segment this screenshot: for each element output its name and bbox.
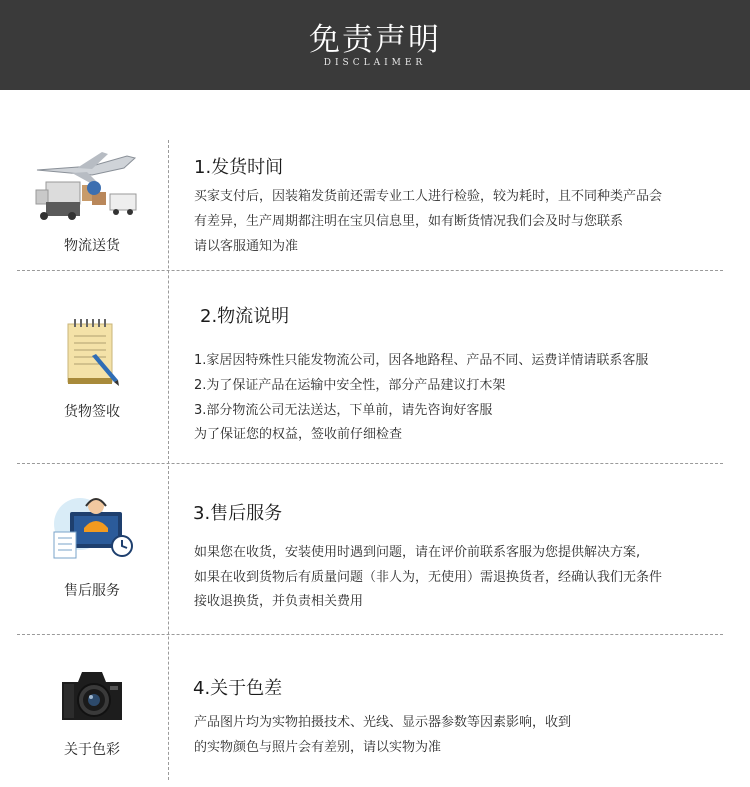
section-label: 售后服务 <box>64 583 120 599</box>
page-subtitle: DISCLAIMER <box>323 58 427 68</box>
section-label: 货物签收 <box>64 404 120 420</box>
section-text-line: 1.家居因特殊性只能发物流公司，因各地路程、产品不同、运费详情请联系客服 <box>194 353 649 368</box>
section-text-line: 为了保证您的权益，签收前仔细检查 <box>194 427 403 442</box>
section-text-line: 接收退换货，并负责相关费用 <box>194 594 364 609</box>
section-text-line: 3.部分物流公司无法送达，下单前，请先咨询好客服 <box>194 403 493 418</box>
section-divider <box>17 634 723 635</box>
section-text-line: 如果您在收货，安装使用时遇到问题，请在评价前联系客服为您提供解决方案, <box>194 545 641 560</box>
section-title: 2.物流说明 <box>200 306 290 327</box>
section-text-line: 的实物颜色与照片会有差别，请以实物为准 <box>194 740 442 755</box>
section-divider <box>17 463 723 464</box>
customer-service-icon <box>50 492 136 562</box>
section-label: 关于色彩 <box>64 742 120 758</box>
notepad-pencil-icon <box>64 316 120 388</box>
section-text-line: 产品图片均为实物拍摄技术、光线、显示器参数等因素影响，收到 <box>194 715 572 730</box>
section-text-line: 2.为了保证产品在运输中安全性，部分产品建议打木架 <box>194 378 506 393</box>
page-title: 免责声明 <box>309 22 441 58</box>
section-title: 1.发货时间 <box>194 157 284 178</box>
section-divider <box>17 270 723 271</box>
section-title: 4.关于色差 <box>193 678 283 699</box>
section-text-line: 如果在收到货物后有质量问题（非人为，无使用）需退换货者，经确认我们无条件 <box>194 570 663 585</box>
section-label: 物流送货 <box>64 238 120 254</box>
header-banner <box>0 0 750 90</box>
plane-truck-icon <box>32 150 142 225</box>
section-title: 3.售后服务 <box>193 503 283 524</box>
section-text-line: 有差异，生产周期都注明在宝贝信息里，如有断货情况我们会及时与您联系 <box>194 214 624 229</box>
section-text-line: 请以客服通知为准 <box>194 239 299 254</box>
section-text-line: 买家支付后，因装箱发货前还需专业工人进行检验，较为耗时，且不同种类产品会 <box>194 189 663 204</box>
camera-icon <box>58 666 126 724</box>
